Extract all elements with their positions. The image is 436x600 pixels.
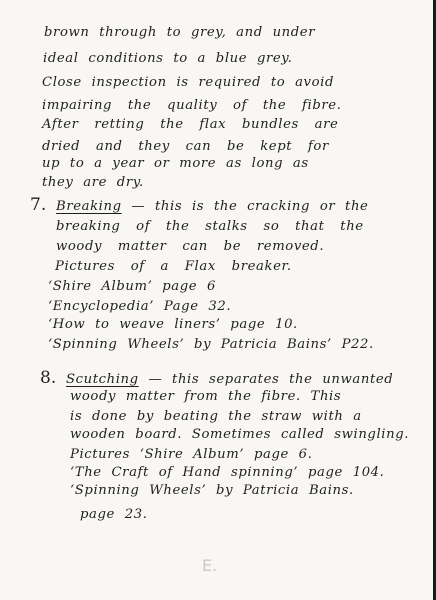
- section-8-first-line: — this separates the unwanted: [138, 372, 394, 387]
- section-8-line-1: woody matter from the fibre. This: [70, 389, 342, 404]
- paragraph-line-8: they are dry.: [42, 175, 144, 190]
- section-7-title-line: [30, 197, 368, 214]
- section-7-heading: Breaking: [56, 199, 122, 214]
- section-7-line-3: Pictures of a Flax breaker.: [55, 259, 292, 274]
- section-8-line-5: ‘The Craft of Hand spinning’ page 104.: [70, 465, 385, 480]
- section-7-line-6: ‘How to weave liners’ page 10.: [48, 317, 298, 332]
- section-7-line-5: ‘Encyclopedia’ Page 32.: [48, 299, 232, 314]
- section-7-line-7: ‘Spinning Wheels’ by Patricia Bains’ P22.: [48, 337, 374, 352]
- section-8-line-3: wooden board. Sometimes called swingling.: [70, 427, 410, 442]
- section-8-title-line: [40, 370, 393, 387]
- section-7-line-1: breaking of the stalks so that the: [56, 219, 364, 234]
- section-7-line-2: woody matter can be removed.: [56, 239, 325, 254]
- paragraph-line-2: ideal conditions to a blue grey.: [43, 51, 293, 66]
- section-7-number: 7.: [30, 195, 47, 215]
- paragraph-line-5: After retting the flax bundles are: [42, 117, 339, 132]
- paragraph-line-1: brown through to grey, and under: [44, 25, 316, 40]
- section-7-first-line: — this is the cracking or the: [121, 199, 369, 214]
- section-8-heading: Scutching: [66, 372, 139, 387]
- section-7-line-4: ‘Shire Album’ page 6: [48, 279, 216, 294]
- section-8-line-2: is done by beating the straw with a: [70, 409, 362, 424]
- section-8-line-6: ‘Spinning Wheels’ by Patricia Bains.: [70, 483, 354, 498]
- paragraph-line-6: dried and they can be kept for: [42, 139, 329, 154]
- page-footer-mark: E.: [202, 556, 218, 575]
- section-8-line-4: Pictures ‘Shire Album’ page 6.: [70, 447, 313, 462]
- paragraph-line-7: up to a year or more as long as: [42, 156, 309, 171]
- section-8-number: 8.: [40, 368, 57, 388]
- paragraph-line-4: impairing the quality of the fibre.: [42, 98, 342, 113]
- paragraph-line-3: Close inspection is required to avoid: [42, 75, 334, 90]
- section-8-line-7: page 23.: [80, 507, 148, 522]
